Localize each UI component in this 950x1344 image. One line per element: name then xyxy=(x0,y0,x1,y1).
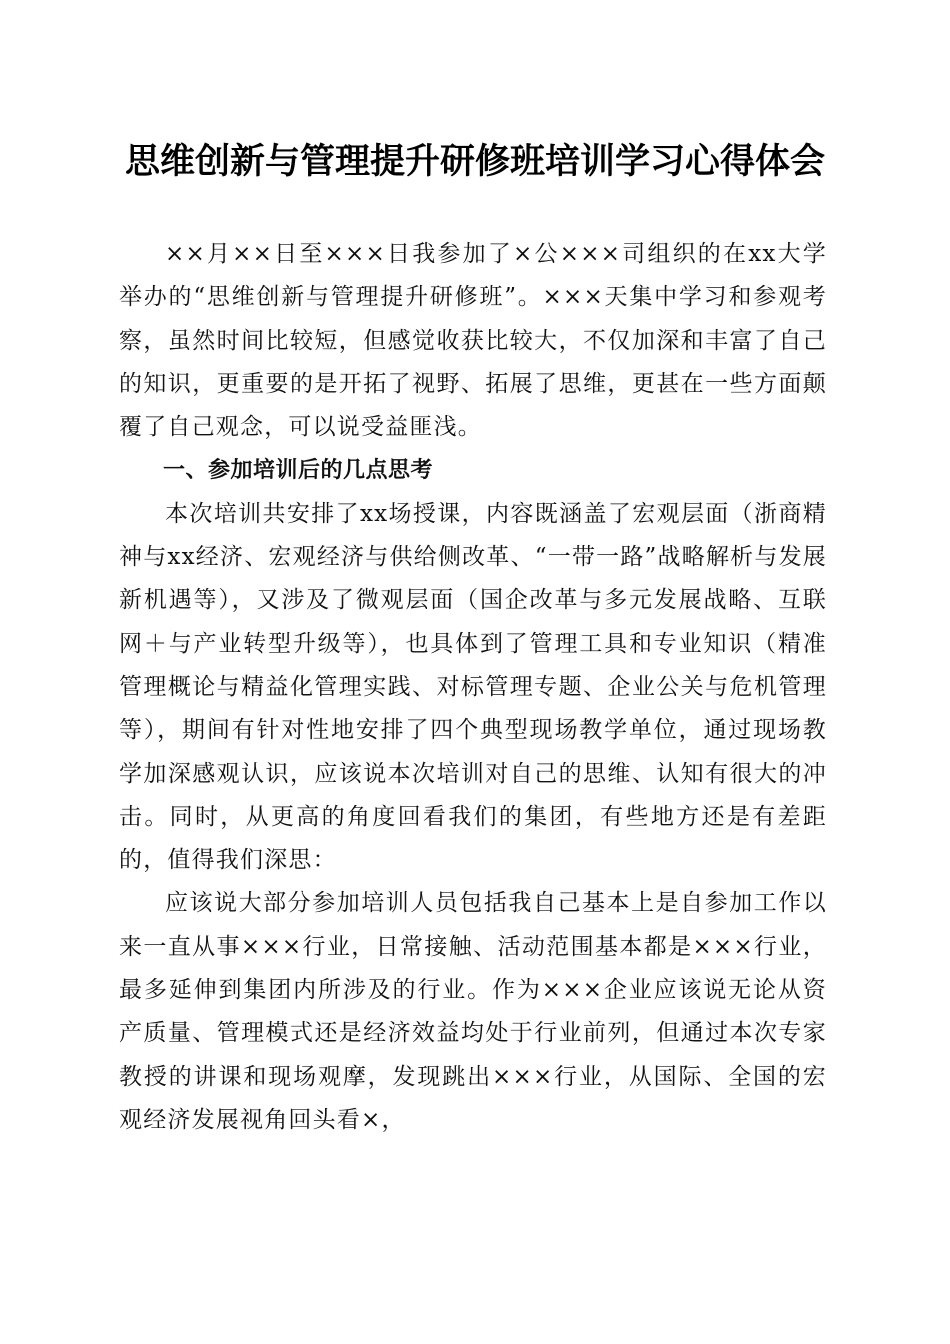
section-heading: 一、参加培训后的几点思考 xyxy=(163,458,434,484)
paragraph-training-content: 本次培训共安排了xx场授课，内容既涵盖了宏观层面（浙商精神与xx经济、宏观经济与供给侧改革、“一带一路”战略解析与发展新机遇等），又涉及了微观层面（国企改革与多元发展战略、互联网＋与产业转型升级等），也具体到了管理工具和专业知识（精准管理概论与精益化管理实践、对标管理专题、企业公关与危机管理等），期间有针对性地安排了四个典型现场教学单位，通过现场教学加深感观认识，应该说本次培训对自己的思维、认知有很大的冲击。同时，从更高的角度回看我们的集团，有些地方还是有差距的，值得我们深思： xyxy=(119,500,827,874)
paragraph-intro: ××月××日至×××日我参加了×公×××司组织的在xx大学举办的“思维创新与管理提升研修班”。×××天集中学习和参观考察，虽然时间比较短，但感觉收获比较大，不仅加深和丰富了自己的知识，更重要的是开拓了视野、拓展了思维，更甚在一些方面颠覆了自己观念，可以说受益匪浅。 xyxy=(119,241,827,441)
paragraph-reflection: 应该说大部分参加培训人员包括我自己基本上是自参加工作以来一直从事×××行业，日常接触、活动范围基本都是×××行业，最多延伸到集团内所涉及的行业。作为×××企业应该说无论从资产质量、管理模式还是经济效益均处于行业前列，但通过本次专家教授的讲课和现场观摩，发现跳出×××行业，从国际、全国的宏观经济发展视角回头看×， xyxy=(119,890,827,1133)
document-body xyxy=(119,233,827,1142)
document-title: 思维创新与管理提升研修班培训学习心得体会 xyxy=(124,141,825,182)
